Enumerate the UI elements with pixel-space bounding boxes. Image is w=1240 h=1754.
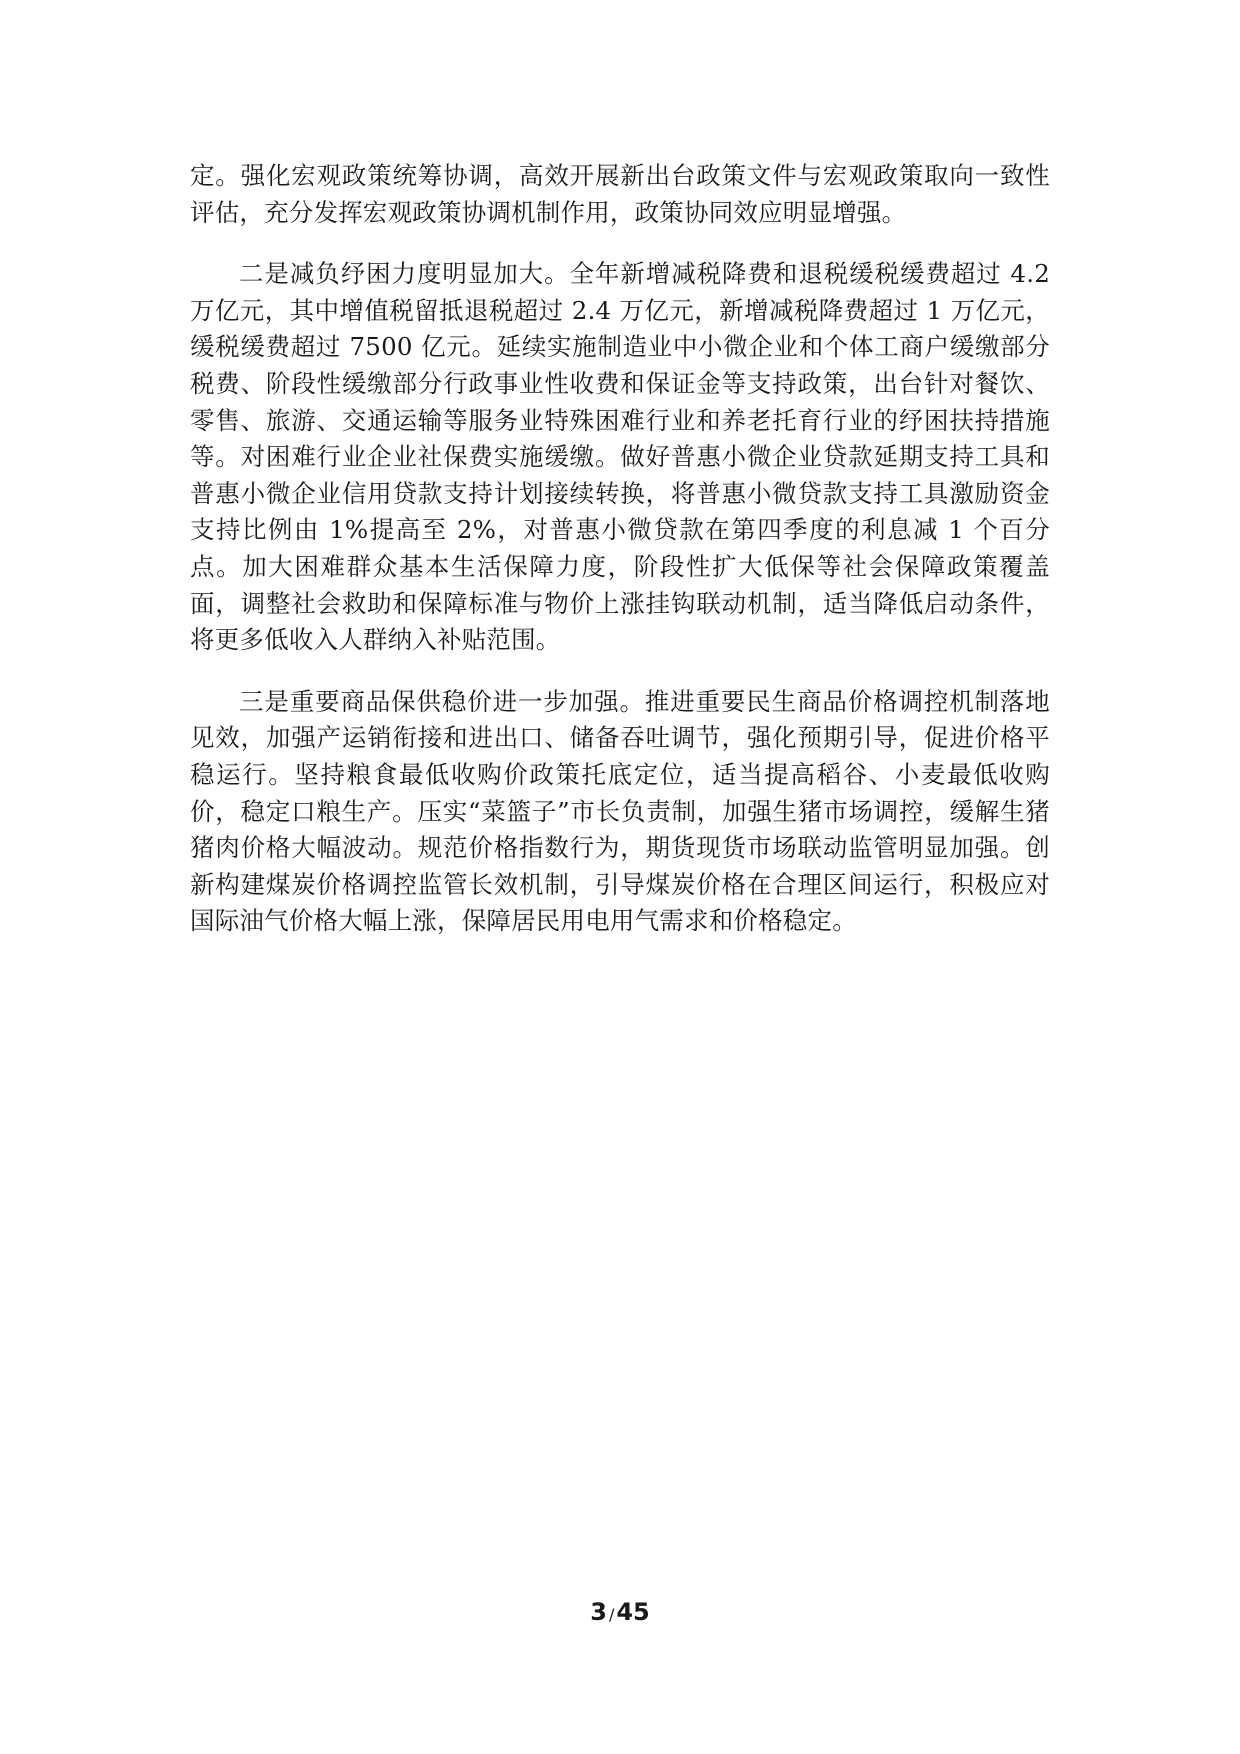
page-separator: / — [608, 1605, 615, 1624]
page-current: 3 — [590, 1598, 607, 1626]
page-number — [0, 1598, 1240, 1626]
document-body — [190, 158, 1050, 965]
paragraph-continuation: 定。强化宏观政策统筹协调，高效开展新出台政策文件与宏观政策取向一致性评估，充分发挥宏观政策协调机制作用，政策协同效应明显增强。 — [190, 161, 1050, 227]
paragraph-price-stability: 三是重要商品保供稳价进一步加强。推进重要民生商品价格调控机制落地见效，加强产运销衔接和进出口、储备吞吐调节，强化预期引导，促进价格平稳运行。坚持粮食最低收购价政策托底定位，适当提高稻谷、小麦最低收购价，稳定口粮生产。压实“菜篮子”市长负责制，加强生猪市场调控，缓解生猪猪肉价格大幅波动。规范价格指数行为，期货现货市场联动监管明显加强。创新构建煤炭价格调控监管长效机制，引导煤炭价格在合理区间运行，积极应对国际油气价格大幅上涨，保障居民用电用气需求和价格稳定。 — [190, 686, 1050, 936]
paragraph-tax-relief: 二是减负纾困力度明显加大。全年新增减税降费和退税缓税缓费超过 4.2 万亿元，其中增值税留抵退税超过 2.4 万亿元，新增减税降费超过 1 万亿元，缓税缓费超过 7500 亿元。延续实施制造业中小微企业和个体工商户缓缴部分税费、阶段性缓缴部分行政事业性收费和保证金等支持政策，出台针对餐饮、零售、旅游、交通运输等服务业特殊困难行业和养老托育行业的纾困扶持措施等。对困难行业企业社保费实施缓缴。做好普惠小微企业贷款延期支持工具和普惠小微企业信用贷款支持计划接续转换，将普惠小微贷款支持工具激励资金支持比例由 1%提高至 2%，对普惠小微贷款在第四季度的利息减 1 个百分点。加大困难群众基本生活保障力度，阶段性扩大低保等社会保障政策覆盖面，调整社会救助和保障标准与物价上涨挂钩联动机制，适当降低启动条件，将更多低收入人群纳入补贴范围。 — [190, 259, 1050, 655]
page-total: 45 — [616, 1598, 650, 1626]
